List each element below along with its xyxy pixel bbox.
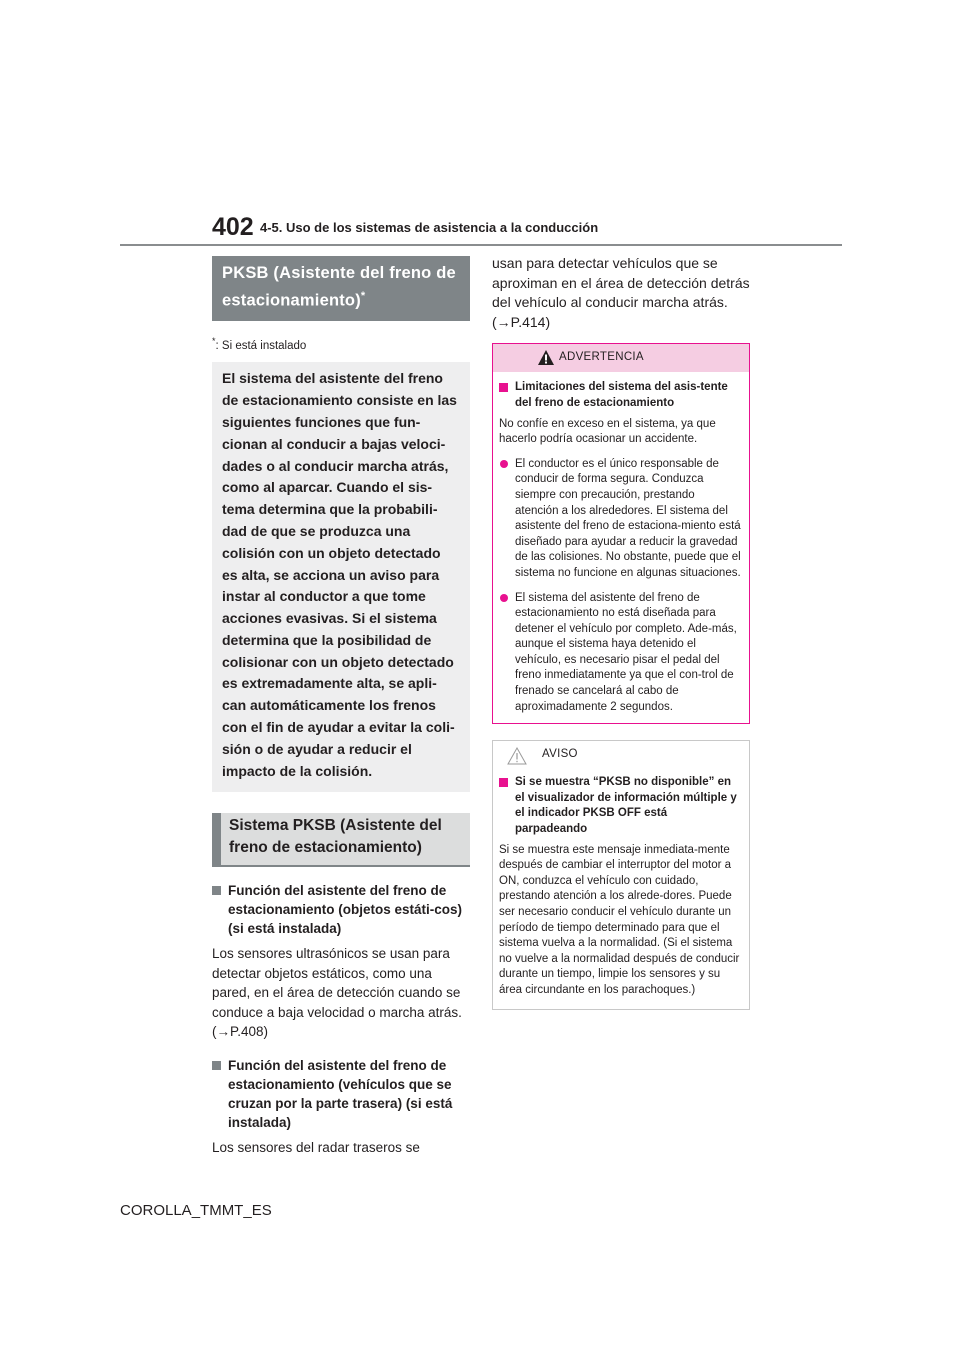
function-cross-traffic-text: Los sensores del radar traseros se <box>212 1139 420 1155</box>
square-bullet-icon <box>499 778 508 787</box>
function-heading-static-text: Función del asistente del freno de estacionamiento (objetos estáti-cos) (si está instalada) <box>228 883 463 937</box>
round-bullet-icon <box>500 460 508 468</box>
notice-body <box>493 771 749 1008</box>
function-heading-cross-traffic-text: Función del asistente del freno de estacionamiento (vehículos que se cruzan por la parte trasera) (si está instalada) <box>228 1057 453 1130</box>
function-heading-cross-traffic <box>212 1056 470 1132</box>
warning-text: No confíe en exceso en el sistema, ya que hacerlo podría ocasionar un accidente. <box>499 417 716 446</box>
notice-box <box>492 740 750 1009</box>
header-rule <box>120 244 842 246</box>
footnote <box>212 333 470 354</box>
warning-bullet-text: El conductor es el único responsable de conducir de forma segura. Conduzca siempre con precaución, prestando atención a los alrededores. El sistema del asistente del freno de estaciona-miento está diseñado para ayudar a reducir la gravedad de las colisiones. No obstante, puede que el sistema no funcione en algunas situaciones. <box>515 457 741 579</box>
footnote-text: : Si está instalado <box>215 339 307 352</box>
square-bullet-icon <box>212 1061 221 1070</box>
square-bullet-icon <box>499 383 508 392</box>
function-static-text: Los sensores ultrasónicos se usan para detectar objetos estáticos, como una pared, en el área de detección cuando se conduce a baja velocidad o marcha atrás. (→P.408) <box>212 946 462 1040</box>
function-heading-static <box>212 881 470 938</box>
notice-subhead <box>499 775 741 837</box>
warning-bullet-text: El sistema del asistente del freno de estacionamiento no está diseñada para detener el vehículo por completo. Ade-más, aunque el sistema haya detenido el vehículo, es necesario pisar el pedal del freno inmediatamente ya que el con-trol de frenado se cancelará al cabo de aproximadamente 2 segundos. <box>515 591 737 713</box>
left-column <box>212 256 470 1157</box>
warning-subhead <box>499 380 741 411</box>
warning-triangle-icon <box>538 350 554 365</box>
notice-title: AVISO <box>542 748 578 761</box>
warning-title: ADVERTENCIA <box>559 351 644 364</box>
notice-subhead-text: Si se muestra “PKSB no disponible” en el visualizador de información múltiple y el indicador PKSB OFF está parpadeando <box>515 776 737 836</box>
page-number: 402 <box>212 213 254 241</box>
system-section-title: Sistema PKSB (Asistente del freno de estacionamiento) <box>212 813 470 867</box>
warning-subhead-text: Limitaciones del sistema del asis-tente del freno de estacionamiento <box>515 381 728 409</box>
warning-box <box>492 343 750 724</box>
section-title-mark: * <box>360 290 366 302</box>
round-bullet-icon <box>500 594 508 602</box>
notice-triangle-icon <box>507 747 527 765</box>
section-title <box>212 256 470 321</box>
right-column <box>492 254 750 1010</box>
section-title-text: PKSB (Asistente del freno de estacionamiento) <box>222 264 456 310</box>
warning-bullet <box>499 457 741 582</box>
warning-bullet <box>499 591 741 716</box>
intro-box: El sistema del asistente del freno de estacionamiento consiste en las siguientes funciones que fun-cionan al conducir a bajas veloci-dades o al conducir marcha atrás, como al aparcar. Cuando el sis-tema determina que la probabili-dad de que se produzca una colisión con un objeto detectado es alta, se acciona un aviso para instar al conductor a que tome acciones evasivas. Si el sistema determina que la posibilidad de colisionar con un objeto detectado es extremadamente alta, se apli-can automáticamente los frenos con el fin de ayudar a evitar la coli-sión o de ayudar a reducir el impacto de la colisión. <box>212 362 470 792</box>
warning-body <box>493 372 749 723</box>
chapter-title: 4-5. Uso de los sistemas de asistencia a la conducción <box>260 220 599 235</box>
square-bullet-icon <box>212 886 221 895</box>
warning-header <box>493 344 749 372</box>
notice-header <box>493 741 749 771</box>
notice-text: Si se muestra este mensaje inmediata-mente después de cambiar el interruptor del motor a ON, conduzca el vehículo con cuidado, prestando atención a los alrede-dores. Puede ser necesario conducir el vehículo durante un período de tiempo determinado para que el sistema vuelva a la normalidad. (Si el sistema no vuelve a la normalidad después de conducir durante un tiempo, limpie los sensores y su área circundante en los parachoques.) <box>499 843 740 996</box>
continued-text: usan para detectar vehículos que se aproximan en el área de detección detrás del vehículo al conducir marcha atrás. (→P.414) <box>492 255 750 330</box>
footer-code: COROLLA_TMMT_ES <box>120 1202 272 1219</box>
footnote-mark: * <box>212 335 216 346</box>
